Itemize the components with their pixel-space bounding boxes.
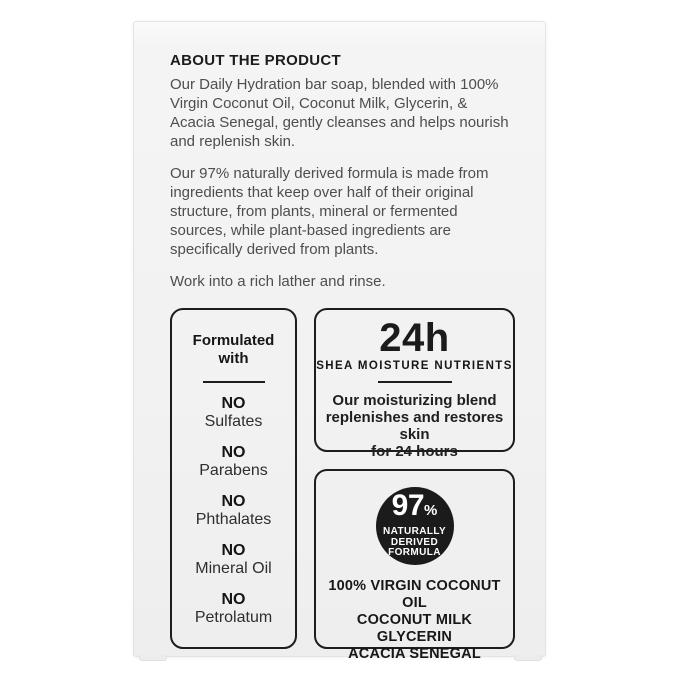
ingredient-line: COCONUT MILK xyxy=(356,612,473,628)
formula-badge xyxy=(376,487,454,565)
ingredient-line: ACACIA SENEGAL xyxy=(348,646,481,662)
panel-content xyxy=(170,52,515,662)
moisture-description xyxy=(316,392,513,460)
about-paragraph-2: Our 97% naturally derived formula is made from ingredients that keep over half of their original structure, from plants, mineral or fermented sources, while plant-based ingredients are specifically derived from plants. xyxy=(170,165,489,258)
moisture-description-line1: Our moisturizing blend xyxy=(332,392,497,409)
no-label: NO xyxy=(221,542,246,559)
formulated-without-box xyxy=(170,308,297,649)
ingredient-excluded: Parabens xyxy=(199,462,268,479)
formulated-with-line1: Formulated xyxy=(192,332,275,349)
about-heading: ABOUT THE PRODUCT xyxy=(170,52,341,69)
right-column xyxy=(314,308,515,662)
derived-formula-box xyxy=(314,469,515,662)
no-label: NO xyxy=(221,591,246,608)
ingredient-excluded: Mineral Oil xyxy=(195,560,272,577)
box-flap-tab xyxy=(514,655,542,661)
key-ingredients-list xyxy=(316,578,513,663)
moisture-description-line3: for 24 hours xyxy=(371,443,458,460)
percent-value: 97 xyxy=(391,489,425,523)
list-item-parabens xyxy=(172,444,295,480)
list-item-sulfates xyxy=(172,395,295,431)
info-boxes xyxy=(170,308,515,662)
shea-moisture-subheadline: SHEA MOISTURE NUTRIENTS xyxy=(316,360,513,372)
badge-word-naturally: NATURALLY xyxy=(382,526,447,538)
formulated-with-line2: with xyxy=(218,350,249,367)
percent-sign: % xyxy=(424,502,438,520)
badge-percent xyxy=(391,489,438,524)
ingredient-excluded: Sulfates xyxy=(204,413,263,430)
divider-line xyxy=(378,381,452,383)
no-label: NO xyxy=(221,493,246,510)
about-paragraph-1: Our Daily Hydration bar soap, blended with 100% Virgin Coconut Oil, Coconut Milk, Glycerin, & Acacia Senegal, gently cleanses and helps nourish and replenish skin. xyxy=(170,76,509,150)
list-item-phthalates xyxy=(172,493,295,529)
24h-headline: 24h xyxy=(379,316,450,360)
ingredient-excluded: Phthalates xyxy=(195,511,272,528)
no-label: NO xyxy=(221,395,246,412)
no-label: NO xyxy=(221,444,246,461)
badge-word-formula: FORMULA xyxy=(388,547,441,559)
usage-instruction: Work into a rich lather and rinse. xyxy=(170,273,386,290)
divider-line xyxy=(203,381,265,383)
box-flap-tab xyxy=(139,655,167,661)
moisture-description-line2: replenishes and restores skin xyxy=(325,409,504,443)
formulated-with-heading xyxy=(172,332,295,368)
moisture-nutrients-box xyxy=(314,308,515,460)
list-item-mineral-oil xyxy=(172,542,295,578)
ingredient-line: 100% VIRGIN COCONUT OIL xyxy=(328,578,501,611)
packaging-back-panel xyxy=(133,21,546,662)
ingredient-line: GLYCERIN xyxy=(376,629,453,645)
badge-word-derived: DERIVED xyxy=(390,536,439,548)
ingredient-excluded: Petrolatum xyxy=(194,609,273,626)
list-item-petrolatum xyxy=(172,591,295,627)
